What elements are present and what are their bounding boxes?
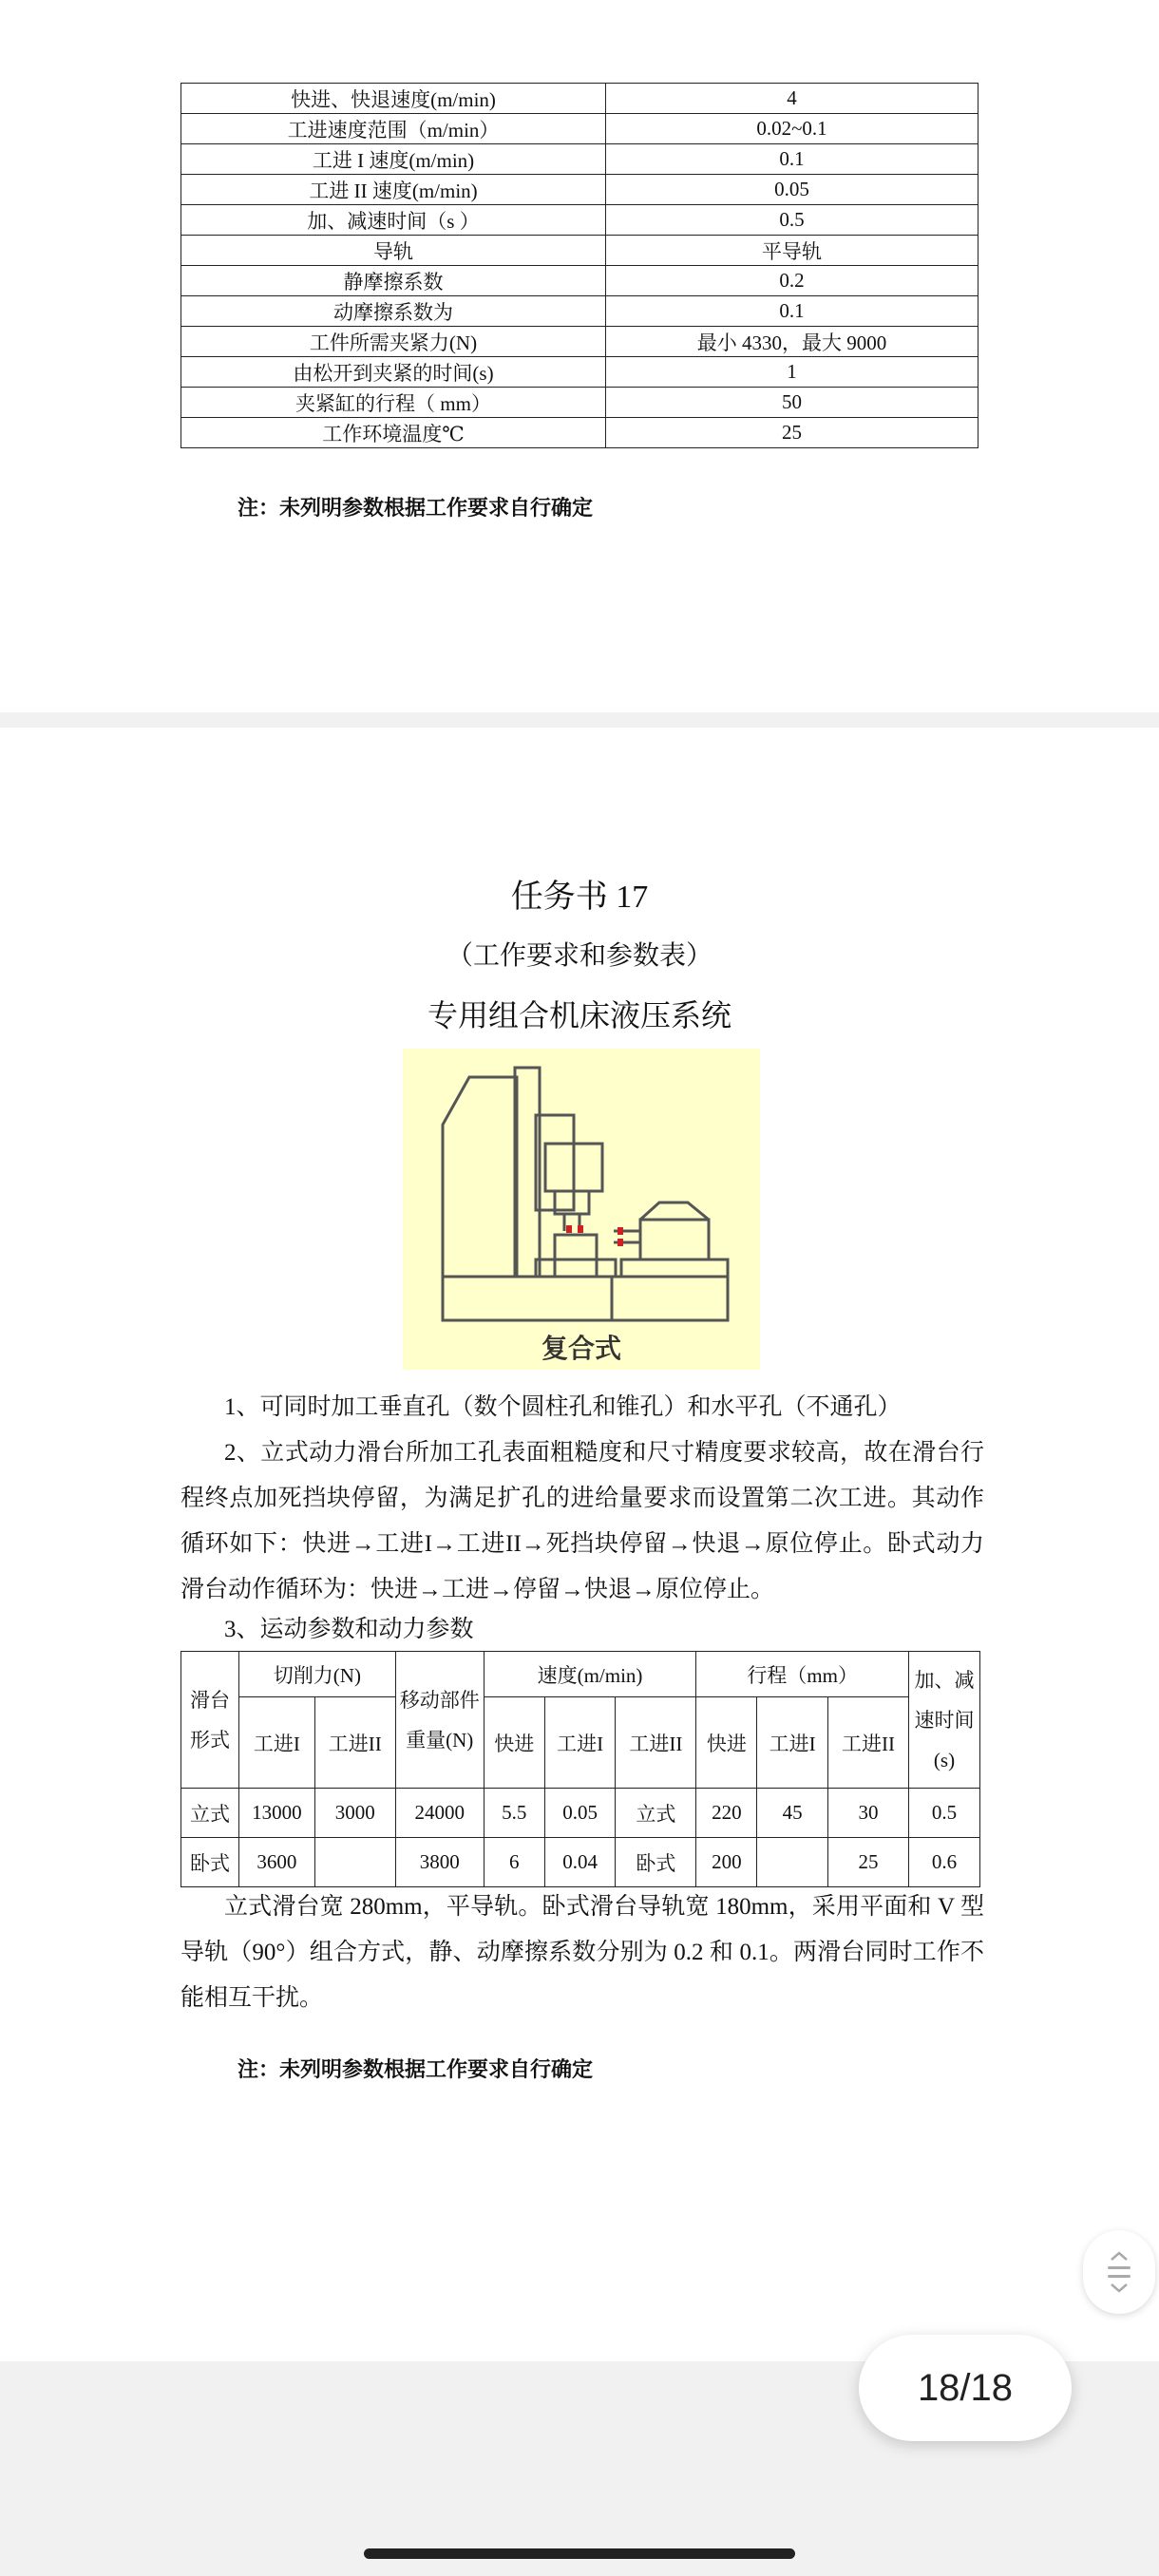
table-cell [757,1838,828,1887]
task-heading: 专用组合机床液压系统 [427,998,732,1032]
table-row [181,114,978,144]
subheader-cell: 工进I [544,1697,616,1789]
param-value: 0.05 [606,175,978,205]
param-value: 0.02~0.1 [606,114,978,144]
table-row [181,418,978,448]
table-cell: 0.6 [909,1838,980,1887]
table-row [181,1838,980,1887]
table-cell: 0.05 [544,1789,616,1838]
header-slide-type: 滑台形式 [181,1652,239,1789]
table-row [181,296,978,327]
machine-tool-figure [403,1049,760,1370]
table-row [181,357,978,388]
table-row [181,1789,980,1838]
header-cutting-force: 切削力(N) [239,1652,396,1697]
param-name: 工进 II 速度(m/min) [181,175,606,205]
header-speed: 速度(m/min) [484,1652,696,1697]
table-row [181,175,978,205]
paragraph-1: 1、可同时加工垂直孔（数个圆柱孔和锥孔）和水平孔（不通孔） [224,1394,902,1420]
param-name: 快进、快退速度(m/min) [181,84,606,114]
subheader-cell: 工进II [314,1697,395,1789]
table-cell: 3000 [314,1789,395,1838]
table-row [181,388,978,418]
table-cell: 24000 [395,1789,484,1838]
paragraph-4: 立式滑台宽 280mm，平导轨。卧式滑台导轨宽 180mm，采用平面和 V 型导轨（90°）组合方式，静、动摩擦系数分别为 0.2 和 0.1。两滑台同时工作不能相互干扰。 [180,1894,984,2011]
param-name: 工进 I 速度(m/min) [181,144,606,175]
table-row [181,144,978,175]
param-value: 50 [606,388,978,418]
table-row [181,266,978,296]
header-acc-time: 加、减速时间(s) [909,1652,980,1789]
param-name: 动摩擦系数为 [181,296,606,327]
param-value: 1 [606,357,978,388]
subheader-cell: 快进 [696,1697,757,1789]
param-name: 导轨 [181,236,606,266]
paragraph-2: 2、立式动力滑台所加工孔表面粗糙度和尺寸精度要求较高，故在滑台行程终点加死挡块停留，为满足扩孔的进给量要求而设置第二次工进。其动作循环如下：快进→工进I→工进II→死挡块停留→快退→原位停止。卧式动力滑台动作循环为：快进→工进→停留→快退→原位停止。 [180,1440,984,1602]
table-row [181,205,978,236]
table-cell: 立式 [616,1789,696,1838]
param-name: 工进速度范围（m/min） [181,114,606,144]
figure-caption: 复合式 [541,1334,621,1363]
param-value: 0.2 [606,266,978,296]
param-name: 夹紧缸的行程（ mm） [181,388,606,418]
table-cell: 卧式 [181,1838,239,1887]
document-page-17 [0,0,1159,712]
param-value: 最小 4330，最大 9000 [606,327,978,357]
chevron-up-icon [1110,2251,1129,2261]
table-row [181,236,978,266]
table-cell: 30 [827,1789,908,1838]
table-row [181,84,978,114]
table-cell [314,1838,395,1887]
page18-note: 注：未列明参数根据工作要求自行确定 [238,2057,594,2081]
table-cell: 13000 [239,1789,315,1838]
subheader-cell: 工进II [827,1697,908,1789]
subheader-cell: 快进 [484,1697,544,1789]
task-subtitle: （工作要求和参数表） [446,941,712,971]
param-value: 0.1 [606,144,978,175]
table-cell: 25 [827,1838,908,1887]
header-moving-mass: 移动部件重量(N) [395,1652,484,1789]
table-cell: 3800 [395,1838,484,1887]
table-cell: 200 [696,1838,757,1887]
table-subheader-row [181,1697,980,1789]
chevron-down-icon [1110,2283,1129,2293]
page-indicator[interactable]: 18/18 [859,2335,1072,2441]
subheader-cell: 工进I [757,1697,828,1789]
table-cell: 45 [757,1789,828,1838]
table-cell: 0.5 [909,1789,980,1838]
param-name: 工作环境温度℃ [181,418,606,448]
table-cell: 6 [484,1838,544,1887]
param-name: 由松开到夹紧的时间(s) [181,357,606,388]
table-cell: 卧式 [616,1838,696,1887]
table-row [181,327,978,357]
motion-parameter-table [180,1651,980,1887]
task-title: 任务书 17 [510,880,649,915]
table-cell: 立式 [181,1789,239,1838]
param-value: 0.5 [606,205,978,236]
param-name: 静摩擦系数 [181,266,606,296]
paragraph-3: 3、运动参数和动力参数 [224,1617,474,1642]
param-value: 4 [606,84,978,114]
header-stroke: 行程（mm） [696,1652,909,1697]
param-value: 25 [606,418,978,448]
table-cell: 220 [696,1789,757,1838]
param-name: 工件所需夹紧力(N) [181,327,606,357]
param-value: 0.1 [606,296,978,327]
subheader-cell: 工进II [616,1697,696,1789]
machine-drawing [403,1049,760,1334]
parameter-table [180,83,978,448]
table-cell: 5.5 [484,1789,544,1838]
param-value: 平导轨 [606,236,978,266]
param-name: 加、减速时间（s ） [181,205,606,236]
table-cell: 0.04 [544,1838,616,1887]
subheader-cell: 工进I [239,1697,315,1789]
table-cell: 3600 [239,1838,315,1887]
parameter-table-body [181,84,978,448]
page17-note: 注：未列明参数根据工作要求自行确定 [238,496,594,520]
home-indicator[interactable] [364,2548,795,2559]
document-page-18 [0,728,1159,2361]
scroll-handle[interactable] [1083,2230,1155,2314]
